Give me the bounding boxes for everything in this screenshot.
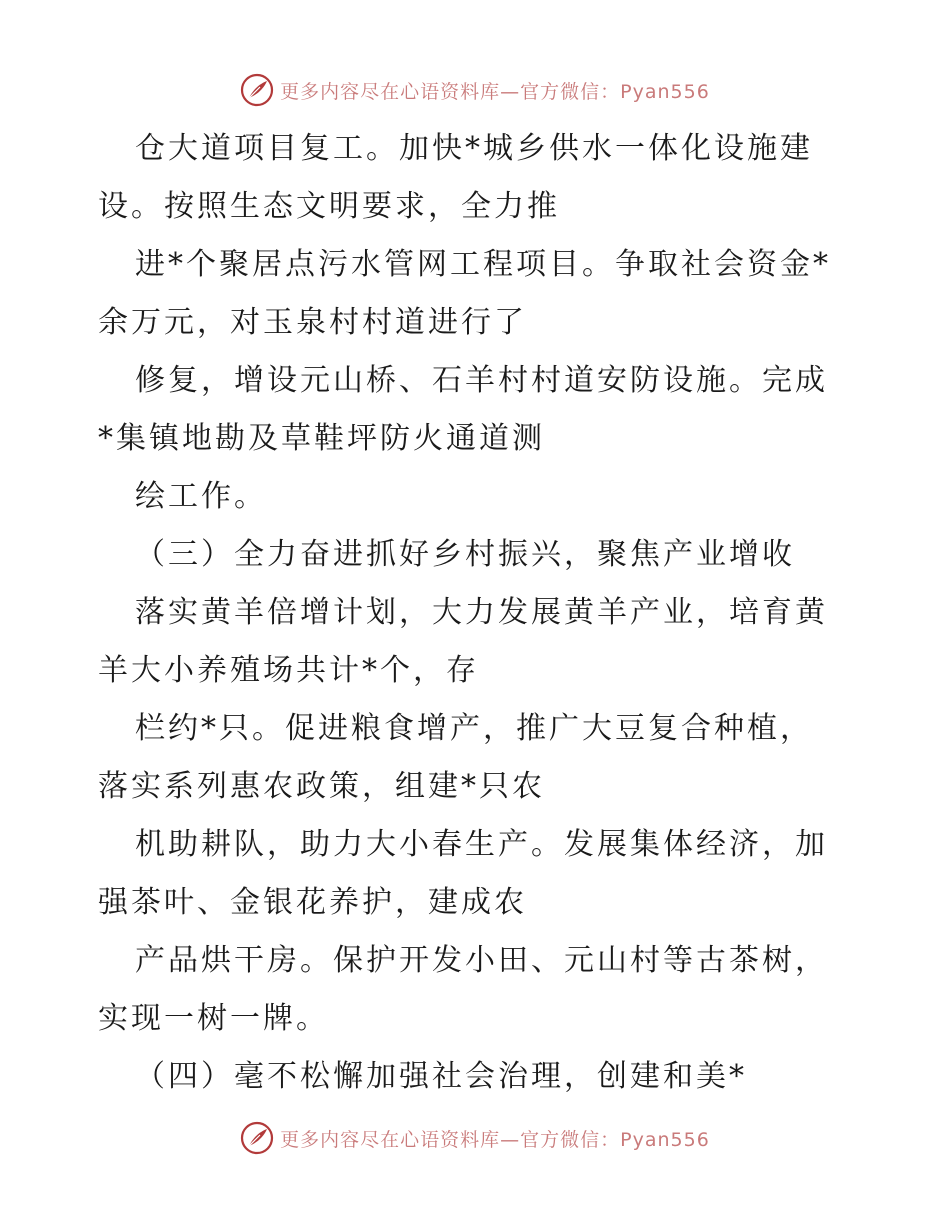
paragraph-line: 修复，增设元山桥、石羊村村道安防设施。完成 <box>135 363 828 398</box>
paragraph-line: 强茶叶、金银花养护，建成农 <box>98 885 527 920</box>
paragraph-line: 落实系列惠农政策，组建*只农 <box>98 769 545 804</box>
paragraph-line: 余万元，对玉泉村村道进行了 <box>98 305 527 340</box>
feather-pen-logo-icon <box>240 73 274 107</box>
paragraph-line: 设。按照生态文明要求，全力推 <box>98 189 560 224</box>
footer-banner <box>0 1118 950 1158</box>
header-banner-text: 更多内容尽在心语资料库—官方微信：Pyan556 <box>280 80 710 103</box>
footer-banner-text: 更多内容尽在心语资料库—官方微信：Pyan556 <box>280 1128 710 1151</box>
paragraph-line: 栏约*只。促进粮食增产，推广大豆复合种植， <box>135 711 813 746</box>
paragraph-line: 绘工作。 <box>135 479 267 514</box>
paragraph-line: 产品烘干房。保护开发小田、元山村等古茶树， <box>135 943 828 978</box>
feather-pen-logo-icon <box>240 1121 274 1155</box>
paragraph-line: *集镇地勘及草鞋坪防火通道测 <box>98 421 545 456</box>
document-body <box>98 120 878 1106</box>
paragraph-line: 实现一树一牌。 <box>98 1001 329 1036</box>
paragraph-line: 机助耕队，助力大小春生产。发展集体经济，加 <box>135 827 828 862</box>
paragraph-line: 仓大道项目复工。加快*城乡供水一体化设施建 <box>135 131 813 166</box>
paragraph-line: 进*个聚居点污水管网工程项目。争取社会资金* <box>135 247 831 282</box>
section-heading: （四）毫不松懈加强社会治理，创建和美* <box>135 1059 747 1094</box>
paragraph-line: 落实黄羊倍增计划，大力发展黄羊产业，培育黄 <box>135 595 828 630</box>
header-banner <box>0 70 950 110</box>
paragraph-line: 羊大小养殖场共计*个，存 <box>98 653 479 688</box>
section-heading: （三）全力奋进抓好乡村振兴，聚焦产业增收 <box>135 537 795 572</box>
